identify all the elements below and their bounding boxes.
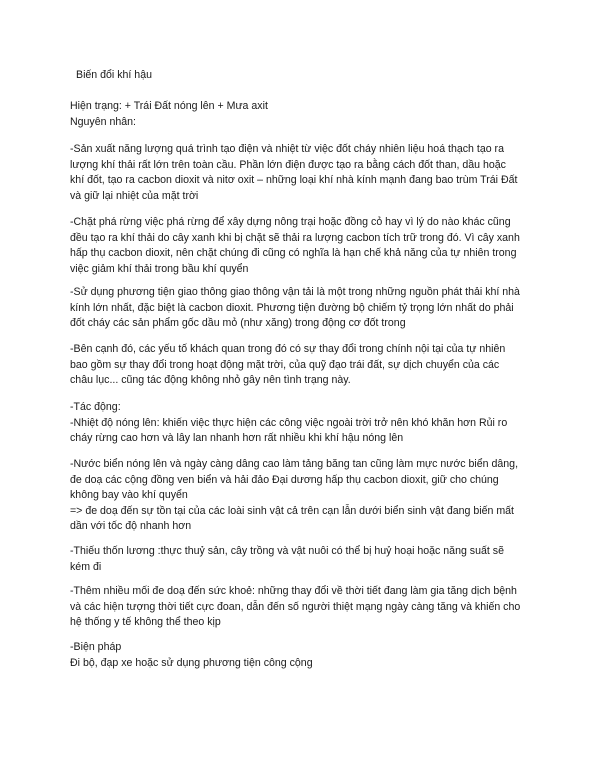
paragraph-line: -Thiếu thốn lương :thực thuỷ sản, cây trồng và vật nuôi có thể bị huỷ hoại hoặc năng suất sẽ: [70, 545, 504, 557]
paragraph-line: đều tạo ra khí thải do cây xanh khi bị chặt sẽ thải ra lượng cacbon tích trữ trong đó. Vì cây xanh: [70, 231, 520, 244]
cause-energy-paragraph: [70, 142, 540, 204]
paragraph-line: => đe doạ đến sự tồn tại của các loài sinh vật cả trên cạn lẫn dưới biển sinh vật đang biến mất: [70, 504, 514, 517]
paragraph-line: đe doạ các cộng đồng ven biển và hải đảo Đại dương hấp thụ cacbon dioxit, giữ cho chúng: [70, 473, 499, 486]
paragraph-line: kém đi: [70, 560, 102, 573]
paragraph-line: -Chặt phá rừng việc phá rừng để xây dựng nông trại hoặc đồng cỏ hay vì lý do nào khác cũng: [70, 216, 511, 228]
paragraph-line: đốt cháy các sản phẩm gốc dầu mỏ (như xăng) trong động cơ đốt trong: [70, 317, 406, 330]
paragraph-line: châu lục... cũng tác động không nhỏ gây nên tình trạng này.: [70, 374, 351, 387]
paragraph-line: hệ thống y tế không thể theo kịp: [70, 616, 221, 629]
paragraph-line: hấp thụ cacbon dioxit, nên chặt chúng đi cũng có nghĩa là hạn chế khả năng của tự nhiên trong: [70, 247, 517, 260]
solution-paragraph: [70, 640, 540, 671]
impact-sea-level-paragraph: [70, 457, 540, 535]
paragraph-line: -Thêm nhiều mối đe doạ đến sức khoẻ: những thay đổi về thời tiết đang làm gia tăng dịch bệnh: [70, 585, 517, 597]
impact-health-paragraph: [70, 584, 540, 631]
paragraph-line: lượng khí thải rất lớn trên toàn cầu. Phần lớn điện được tạo ra bằng cách đốt than, dầu hoặc: [70, 158, 506, 171]
impact-food-paragraph: [70, 544, 540, 575]
paragraph-line: và giữ lại nhiệt của mặt trời: [70, 189, 199, 202]
paragraph-line: khí đốt, tạo ra cacbon dioxit và nitơ oxit – những loại khí nhà kính mạnh đang bao trùm Trái Đất: [70, 174, 518, 187]
paragraph-line: và các hiện tượng thời tiết cực đoan, dẫn đến số người thiệt mạng ngày càng tăng và khiến cho: [70, 600, 521, 613]
impact-heading: -Tác động:: [70, 401, 121, 413]
paragraph-line: kính lớn nhất, đặc biệt là cacbon dioxit. Phương tiện đường bộ chiếm tỷ trọng lớn nhất do phải: [70, 301, 514, 314]
cause-transport-paragraph: [70, 285, 540, 332]
impact-temperature-paragraph: [70, 400, 540, 447]
solution-heading: -Biện pháp: [70, 641, 122, 653]
status-and-causes-heading: [70, 99, 540, 130]
cause-natural-factors-paragraph: [70, 342, 540, 389]
causes-heading: Nguyên nhân:: [70, 115, 136, 128]
paragraph-line: -Nhiệt độ nóng lên: khiến việc thực hiện các công việc ngoài trời trở nên khó khăn hơn Rủi ro: [70, 416, 508, 429]
document-title-block: [76, 68, 546, 84]
cause-deforestation-paragraph: [70, 215, 540, 277]
paragraph-line: không bay vào khí quyển: [70, 489, 188, 502]
document-title: Biến đổi khí hậu: [76, 69, 152, 81]
status-line: Hiện trạng: + Trái Đất nóng lên + Mưa axit: [70, 100, 268, 112]
paragraph-line: bao gồm sự thay đổi trong hoạt động mặt trời, của quỹ đạo trái đất, sự dịch chuyển của các: [70, 358, 500, 371]
paragraph-line: dần với tốc độ nhanh hơn: [70, 520, 192, 533]
paragraph-line: -Nước biển nóng lên và ngày càng dâng cao làm tảng băng tan cũng làm mực nước biển dâng,: [70, 458, 519, 470]
paragraph-line: việc giảm khí thải trong bầu khí quyển: [70, 262, 249, 275]
paragraph-line: -Bên cạnh đó, các yếu tố khách quan trong đó có sự thay đổi trong chính nội tại của tự nhiên: [70, 343, 506, 355]
paragraph-line: Đi bộ, đạp xe hoặc sử dụng phương tiện công cộng: [70, 656, 313, 669]
paragraph-line: -Sử dụng phương tiện giao thông giao thông vận tải là một trong những nguồn phát thải khí nhà: [70, 286, 520, 298]
paragraph-line: -Sản xuất năng lượng quá trình tạo điện và nhiệt từ việc đốt cháy nhiên liệu hoá thạch tạo ra: [70, 143, 504, 155]
paragraph-line: cháy rừng cao hơn và lây lan nhanh hơn rất nhiều khi khí hậu nóng lên: [70, 432, 404, 445]
